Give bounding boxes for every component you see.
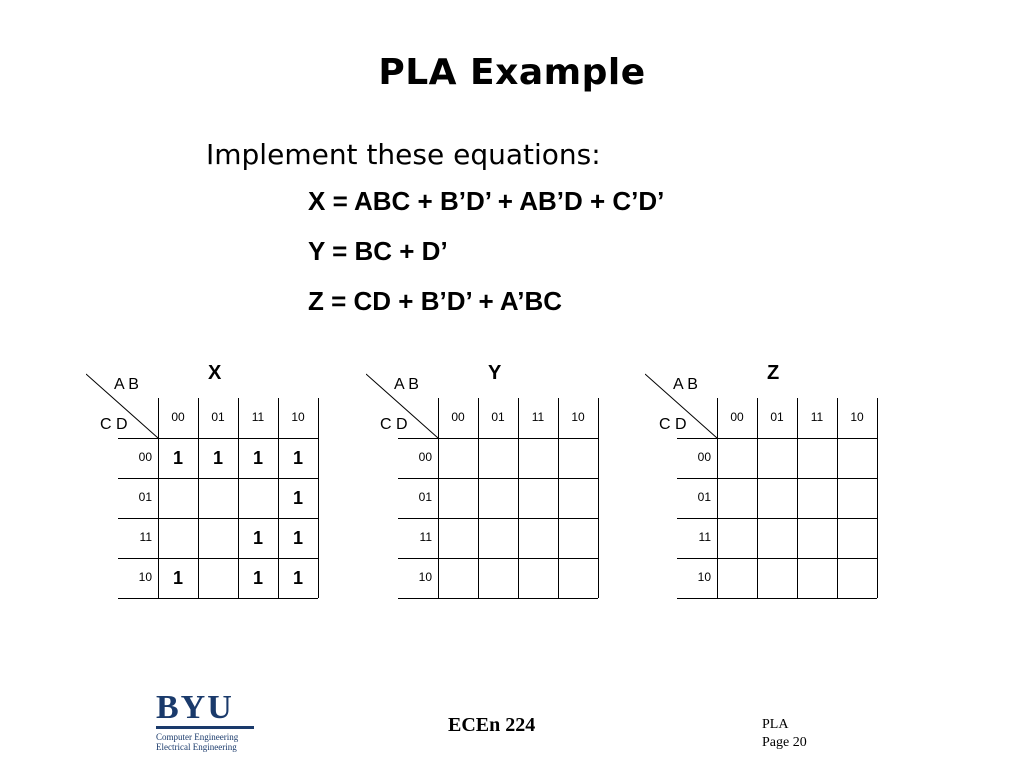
course-name: ECEn 224 — [448, 714, 536, 736]
kmap-cd-label: C D — [380, 416, 408, 433]
kmap-grid-vline — [757, 398, 758, 598]
kmap-row-header: 00 — [697, 450, 711, 464]
kmap-row-header: 01 — [697, 490, 711, 504]
kmap-cell — [478, 558, 518, 598]
kmap-grid-hline — [118, 598, 318, 599]
kmap-name: Z — [767, 362, 780, 384]
kmap-grid-hline — [118, 558, 318, 559]
kmap-cell — [478, 518, 518, 558]
kmap-column-header: 01 — [491, 410, 505, 424]
kmap-grid-hline — [118, 438, 318, 439]
equation-y: Y = BC + D’ — [308, 236, 448, 266]
kmap-grid-hline — [398, 518, 598, 519]
kmap-grid-hline — [677, 518, 877, 519]
kmap-column-header: 10 — [291, 410, 305, 424]
kmap-cell — [478, 438, 518, 478]
kmap-column-header: 00 — [730, 410, 744, 424]
kmap-grid-hline — [677, 438, 877, 439]
kmap-grid-vline — [438, 398, 439, 598]
equation-x: X = ABC + B’D’ + AB’D + C’D’ — [308, 186, 665, 216]
kmap-cell — [198, 558, 238, 598]
kmap-cell: 1 — [252, 527, 263, 548]
kmap-cell — [837, 478, 877, 518]
kmap-ab-label: A B — [673, 376, 698, 393]
kmap-name: Y — [488, 362, 502, 384]
kmap-cell — [797, 478, 837, 518]
kmap-cell — [478, 478, 518, 518]
page-info — [762, 716, 807, 752]
kmap-cell — [238, 478, 278, 518]
kmap-grid-vline — [238, 398, 239, 598]
kmap-grid-vline — [198, 398, 199, 598]
kmap-cell: 1 — [252, 567, 263, 588]
kmap-cell — [198, 478, 238, 518]
kmap-row-header: 11 — [698, 530, 711, 544]
page-number: Page 20 — [762, 735, 807, 750]
kmap-cell: 1 — [172, 567, 183, 588]
kmap-row-header: 00 — [138, 450, 152, 464]
kmap-cell — [717, 478, 757, 518]
kmap-grid-hline — [677, 558, 877, 559]
kmap-cell — [558, 558, 598, 598]
kmap-grid-hline — [118, 478, 318, 479]
kmap-row-header: 01 — [418, 490, 432, 504]
kmap-grid-vline — [598, 398, 599, 598]
kmap-cell — [717, 518, 757, 558]
kmap-grid-vline — [837, 398, 838, 598]
kmap-cell — [837, 558, 877, 598]
kmap-cell — [558, 438, 598, 478]
kmap-cell — [158, 518, 198, 558]
kmap-cell: 1 — [172, 447, 183, 468]
kmap-row-header: 10 — [418, 570, 432, 584]
kmap-cell: 1 — [292, 447, 303, 468]
kmap-column-header: 00 — [171, 410, 185, 424]
kmap-cd-label: C D — [100, 416, 128, 433]
kmap-cell — [438, 438, 478, 478]
kmap-cell — [558, 478, 598, 518]
kmap-column-header: 10 — [571, 410, 585, 424]
kmap-grid-vline — [717, 398, 718, 598]
kmap-cell — [837, 438, 877, 478]
kmap-cell — [717, 558, 757, 598]
kmap-grid-hline — [398, 478, 598, 479]
kmap-grid-hline — [677, 598, 877, 599]
kmap-grid-vline — [478, 398, 479, 598]
kmap-row-header: 01 — [138, 490, 152, 504]
logo-subtitle-1: Computer Engineering — [156, 732, 239, 742]
kmap-cell — [797, 518, 837, 558]
slide-title: PLA Example — [378, 52, 646, 93]
kmap-column-header: 11 — [810, 410, 824, 424]
kmap-row-header: 11 — [419, 530, 432, 544]
kmap-column-header: 10 — [850, 410, 864, 424]
kmap-column-header: 11 — [531, 410, 545, 424]
kmap-cell: 1 — [252, 447, 263, 468]
kmap-ab-label: A B — [114, 376, 139, 393]
kmap-cell: 1 — [292, 527, 303, 548]
logo-divider — [156, 726, 254, 729]
kmap-cell — [198, 518, 238, 558]
kmap-cell — [757, 518, 797, 558]
kmap-column-header: 00 — [451, 410, 465, 424]
kmap-cell — [558, 518, 598, 558]
kmap-cell: 1 — [292, 487, 303, 508]
kmap-cell: 1 — [292, 567, 303, 588]
kmap-cell: 1 — [212, 447, 223, 468]
kmap-column-header: 11 — [251, 410, 265, 424]
kmap-cell — [757, 558, 797, 598]
kmap-row-header: 10 — [138, 570, 152, 584]
section-name: PLA — [762, 717, 789, 732]
kmap-cell — [438, 518, 478, 558]
kmap-name: X — [208, 362, 222, 384]
kmap-row-header: 00 — [418, 450, 432, 464]
kmap-column-header: 01 — [770, 410, 784, 424]
kmap-grid-hline — [677, 478, 877, 479]
kmap-grid-vline — [558, 398, 559, 598]
kmap-cell — [797, 558, 837, 598]
kmap-z — [645, 360, 975, 610]
kmap-cell — [438, 558, 478, 598]
kmap-column-header: 01 — [211, 410, 225, 424]
kmap-grid-vline — [318, 398, 319, 598]
byu-logo-text: BYU — [156, 689, 234, 726]
kmap-cell — [757, 438, 797, 478]
kmap-grid-hline — [398, 438, 598, 439]
kmap-cell — [518, 558, 558, 598]
kmap-cell — [438, 478, 478, 518]
kmap-grid-vline — [158, 398, 159, 598]
kmap-grid-vline — [518, 398, 519, 598]
kmap-grid-hline — [398, 598, 598, 599]
kmap-cell — [158, 478, 198, 518]
equation-z: Z = CD + B’D’ + A’BC — [308, 286, 563, 316]
kmap-cell — [518, 518, 558, 558]
kmap-ab-label: A B — [394, 376, 419, 393]
kmap-cell — [518, 478, 558, 518]
kmap-cell — [518, 438, 558, 478]
kmap-grid-hline — [118, 518, 318, 519]
kmap-grid-vline — [797, 398, 798, 598]
kmap-grid-hline — [398, 558, 598, 559]
intro-text: Implement these equations: — [206, 138, 601, 171]
kmap-grid-vline — [877, 398, 878, 598]
logo-subtitle-2: Electrical Engineering — [156, 742, 237, 752]
kmap-grid-vline — [278, 398, 279, 598]
kmap-row-header: 10 — [697, 570, 711, 584]
kmap-cd-label: C D — [659, 416, 687, 433]
kmap-cell — [757, 478, 797, 518]
kmap-cell — [797, 438, 837, 478]
kmap-cell — [717, 438, 757, 478]
byu-logo — [156, 689, 256, 752]
kmap-cell — [837, 518, 877, 558]
kmap-row-header: 11 — [139, 530, 152, 544]
